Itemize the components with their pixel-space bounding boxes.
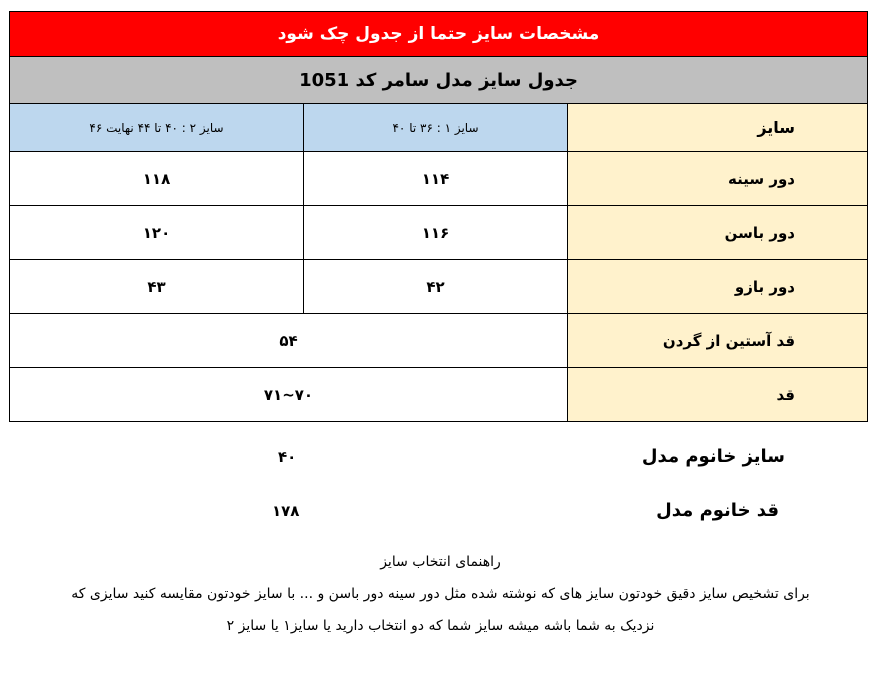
table-row	[10, 260, 868, 314]
guide-title: راهنمای انتخاب سایز	[380, 554, 501, 570]
banner-title: مشخصات سایز حتما از جدول چک شود	[10, 12, 868, 57]
header-label: سایز	[568, 104, 868, 152]
table-row	[10, 368, 868, 422]
cell-merged-value: ۷۰~۷۱	[10, 368, 568, 422]
model-size-label: سایز خانوم مدل	[641, 446, 785, 467]
table-row	[10, 206, 868, 260]
model-height-value: ۱۷۸	[272, 502, 300, 520]
table-row	[10, 152, 868, 206]
guide-line-2: نزدیک به شما باشه میشه سایز شما که دو انتخاب دارید یا سایز۱ یا سایز ۲	[226, 618, 655, 634]
cell-size2: ۱۱۸	[10, 152, 304, 206]
cell-size1: ۱۱۴	[304, 152, 568, 206]
header-size1: سایز ۱ : ۳۶ تا ۴۰	[304, 104, 568, 152]
table-title: جدول سایز مدل سامر کد 1051	[10, 57, 868, 104]
subtitle-row	[10, 57, 868, 104]
cell-merged-value: ۵۴	[10, 314, 568, 368]
row-label: دور سینه	[568, 152, 868, 206]
row-label: قد آستین از گردن	[568, 314, 868, 368]
model-size-value: ۴۰	[278, 448, 297, 466]
row-label: دور بازو	[568, 260, 868, 314]
cell-size1: ۴۲	[304, 260, 568, 314]
model-height-label: قد خانوم مدل	[656, 500, 779, 521]
cell-size1: ۱۱۶	[304, 206, 568, 260]
row-label: قد	[568, 368, 868, 422]
header-row	[10, 104, 868, 152]
cell-size2: ۴۳	[10, 260, 304, 314]
table-row	[10, 314, 868, 368]
guide-line-1: برای تشخیص سایز دقیق خودتون سایز های که نوشته شده مثل دور سینه دور باسن و ... با سایز خودتون مقایسه کنید سایزی که	[71, 586, 810, 602]
row-label: دور باسن	[568, 206, 868, 260]
cell-size2: ۱۲۰	[10, 206, 304, 260]
size-table	[9, 11, 868, 422]
banner-row	[10, 12, 868, 57]
header-size2: سایز ۲ : ۴۰ تا ۴۴ نهایت ۴۶	[10, 104, 304, 152]
